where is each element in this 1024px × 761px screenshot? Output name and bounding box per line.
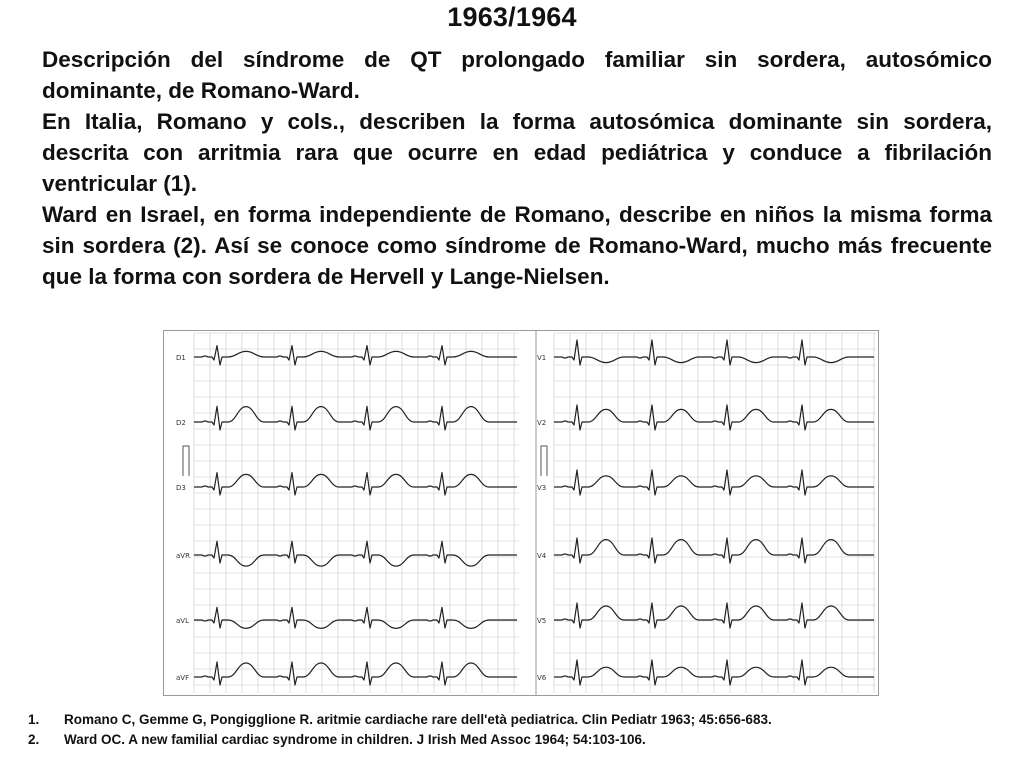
ecg-trace xyxy=(194,346,517,365)
ecg-tracing-image xyxy=(164,331,878,695)
ecg-lead-label: V6 xyxy=(537,674,547,682)
ecg-grid xyxy=(554,333,876,693)
ecg-lead-label: V5 xyxy=(537,617,547,625)
ecg-lead-label: D1 xyxy=(176,354,186,362)
ecg-trace xyxy=(194,607,517,628)
ecg-lead-label: V4 xyxy=(537,552,547,560)
ecg-trace xyxy=(194,473,517,495)
ecg-lead-label: D3 xyxy=(176,484,186,492)
ecg-figure xyxy=(163,330,879,696)
paragraph-romano: En Italia, Romano y cols., describen la forma autosómica dominante sin sordera, descrita con arritmia rara que ocurre en edad pediátrica y conduce a fibrilación ventricular (1). xyxy=(42,109,992,196)
ecg-trace xyxy=(194,406,517,430)
paragraph-ward: Ward en Israel, en forma independiente de Romano, describe en niños la misma forma sin sordera (2). Así se conoce como síndrome de Romano-Ward, mucho más frecuente que la forma con sordera de Hervell y Lange-Nielsen. xyxy=(42,202,992,289)
reference-item xyxy=(28,730,1008,750)
reference-number: 1. xyxy=(28,712,40,727)
reference-number: 2. xyxy=(28,732,40,747)
slide-title: 1963/1964 xyxy=(447,2,577,32)
slide-body xyxy=(42,44,992,292)
reference-text: Romano C, Gemme G, Pongigglione R. aritmie cardiache rare dell'età pediatrica. Clin Pediatr 1963; 45:656-683. xyxy=(64,712,772,727)
ecg-lead-label: aVL xyxy=(176,617,189,625)
reference-item xyxy=(28,710,1008,730)
references-list xyxy=(28,710,1008,750)
ecg-lead-label: V1 xyxy=(537,354,547,362)
ecg-trace xyxy=(194,541,517,566)
paragraph-description: Descripción del síndrome de QT prolongado familiar sin sordera, autosómico dominante, de Romano-Ward. xyxy=(42,47,992,103)
calibration-mark xyxy=(183,446,189,476)
ecg-grid xyxy=(194,333,519,693)
calibration-mark xyxy=(541,446,547,476)
ecg-lead-label: D2 xyxy=(176,419,186,427)
ecg-trace xyxy=(194,662,517,685)
ecg-lead-label: aVF xyxy=(176,674,190,682)
reference-text: Ward OC. A new familial cardiac syndrome in children. J Irish Med Assoc 1964; 54:103-106. xyxy=(64,732,646,747)
ecg-lead-label: aVR xyxy=(176,552,190,560)
ecg-lead-label: V2 xyxy=(537,419,547,427)
ecg-lead-label: V3 xyxy=(537,484,547,492)
